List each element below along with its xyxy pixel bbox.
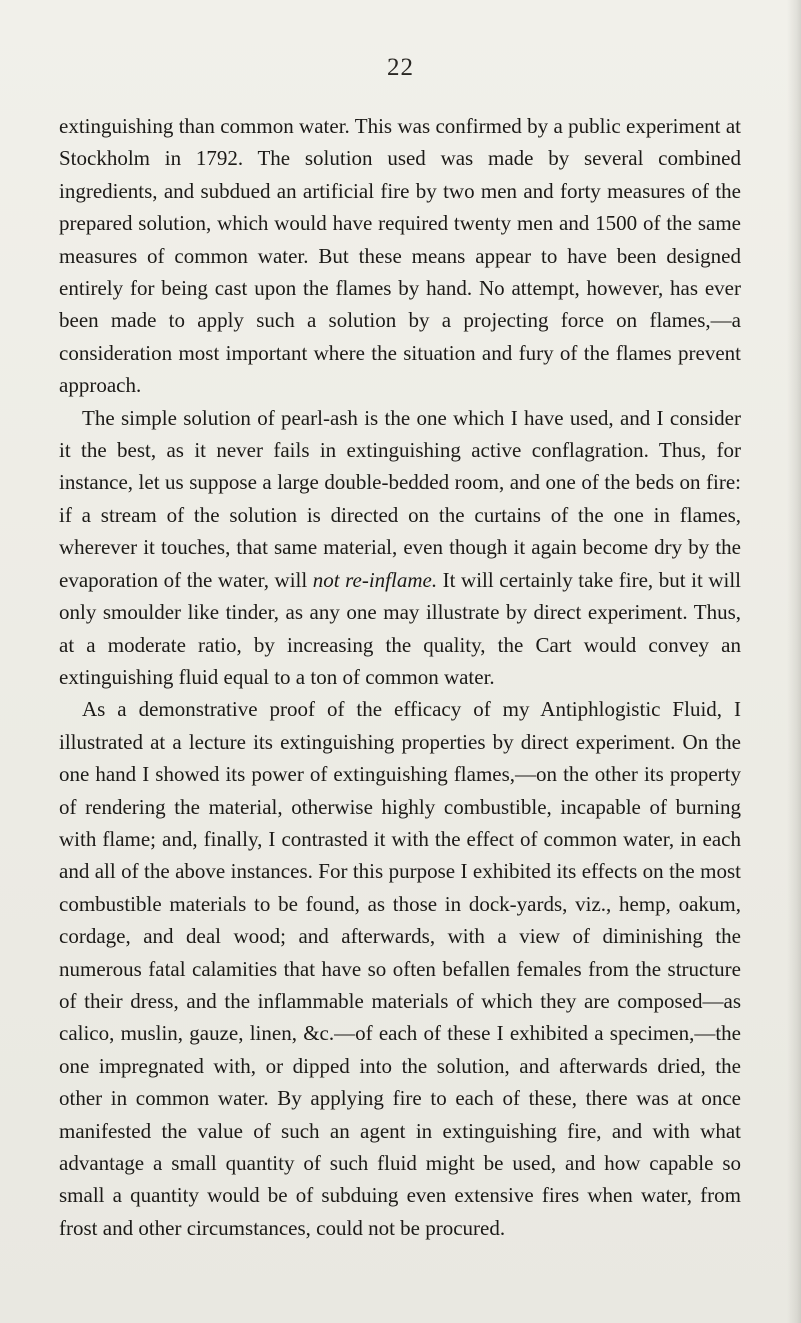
- page-body-text: [59, 110, 741, 1244]
- page-edge-shadow: [787, 0, 801, 1323]
- paragraph-pearl-ash-solution: [59, 402, 741, 694]
- paragraph-2-text-after: It will certainly take fire, but it will only smoulder like tinder, as any one may illustrate by direct experiment. Thus, at a moderate ratio, by increasing the quality, the Cart would convey an extinguishing fluid equal to a ton of common water.: [59, 567, 742, 689]
- page-number: 22: [387, 54, 414, 81]
- paragraph-demonstrative-proof: [59, 693, 741, 1244]
- paragraph-3-text: As a demonstrative proof of the efficacy of my Antiphlogistic Fluid, I illustrated at a lecture its extinguishing properties by direct experiment. On the one hand I showed its power of extinguishing flames,—on the other its property of rendering the material, otherwise highly combustible, incapable of burning with flame; and, finally, I contrasted it with the effect of common water, in each and all of the above instances. For this purpose I exhibited its effects on the most combustible materials to be found, as those in dock-yards, viz., hemp, oakum, cordage, and deal wood; and afterwards, with a view of diminishing the numerous fatal calamities that have so often befallen females from the structure of their dress, and the inflammable materials of which they are composed—as calico, muslin, gauze, linen, &c.—of each of these I exhibited a specimen,—the one impregnated with, or dipped into the solution, and afterwards dried, the other in common water. By applying fire to each of these, there was at once manifested the value of such an agent in extinguishing fire, and with what advantage a small quantity of such fluid might be used, and how capable so small a quantity would be of subduing even extensive fires when water, from frost and other circumstances, could not be procured.: [59, 697, 741, 1240]
- paragraph-2-text-before: The simple solution of pearl-ash is the one which I have used, and I consider it the best, as it never fails in extinguishing active conflagration. Thus, for instance, let us suppose a large double-bedded room, and one of the beds on fire: if a stream of the solution is directed on the curtains of the one in flames, wherever it touches, that same material, even though it again become dry by the evaporation of the water, will: [59, 405, 741, 592]
- paragraph-1-text: extinguishing than common water. This was confirmed by a public experiment at Stockholm in 1792. The solution used was made by several combined ingredients, and subdued an artificial fire by two men and forty measures of the prepared solution, which would have required twenty men and 1500 of the same measures of common water. But these means appear to have been designed entirely for being cast upon the flames by hand. No attempt, however, has ever been made to apply such a solution by a projecting force on flames,—a consideration most important where the situation and fury of the flames prevent approach.: [59, 114, 741, 398]
- paragraph-continuation: [59, 110, 741, 402]
- paragraph-2-italic-phrase: not re-inflame.: [312, 567, 438, 592]
